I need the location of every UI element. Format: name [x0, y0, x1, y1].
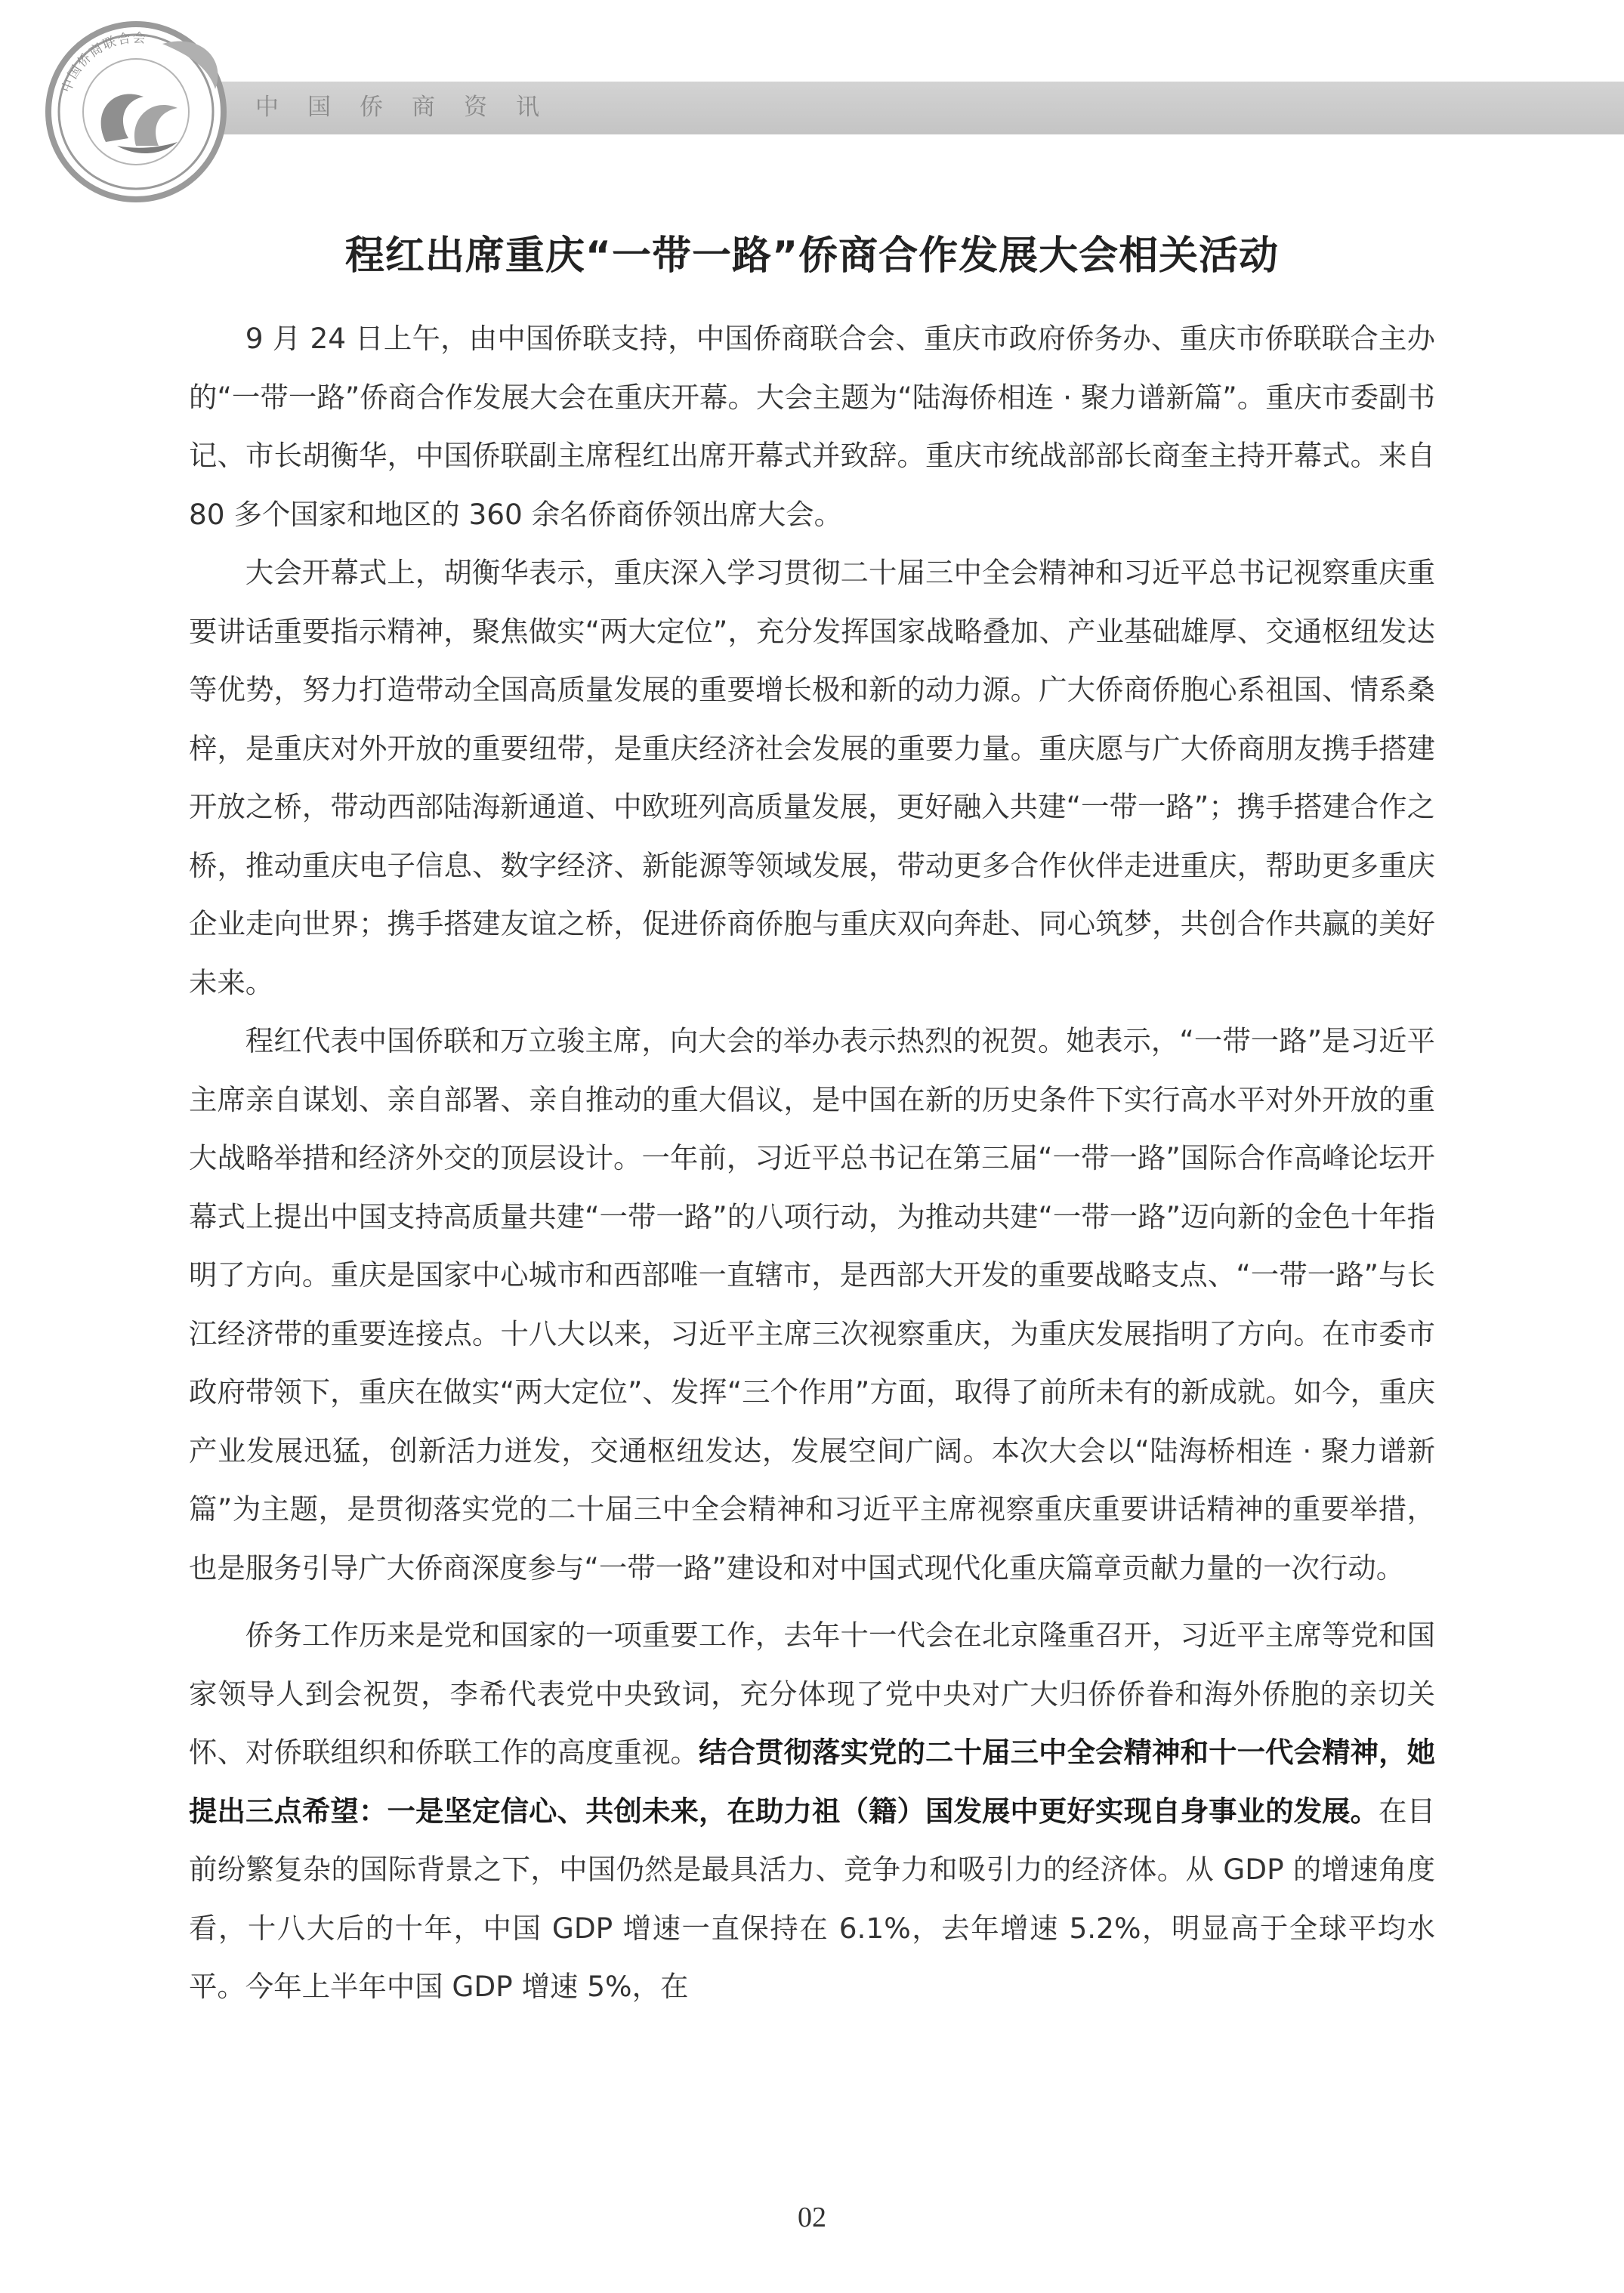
article-paragraph-4 — [189, 1606, 1435, 2017]
header-section-label: 中国侨商资讯 — [255, 94, 568, 121]
article-body — [189, 310, 1435, 2017]
paragraph-4-tail: 在目前纷繁复杂的国际背景之下，中国仍然是最具活力、竞争力和吸引力的经济体。从 GDP 的增速角度看，十八大后的十年，中国 GDP 增速一直保持在 6.1%，去年增速 5.2%，明显高于全球平均水平。今年上半年中国 GDP 增速 5%，在 — [189, 1794, 1435, 2003]
article-paragraph-2: 大会开幕式上，胡衡华表示，重庆深入学习贯彻二十届三中全会精神和习近平总书记视察重庆重要讲话重要指示精神，聚焦做实“两大定位”，充分发挥国家战略叠加、产业基础雄厚、交通枢纽发达等优势，努力打造带动全国高质量发展的重要增长极和新的动力源。广大侨商侨胞心系祖国、情系桑梓，是重庆对外开放的重要纽带，是重庆经济社会发展的重要力量。重庆愿与广大侨商朋友携手搭建开放之桥，带动西部陆海新通道、中欧班列高质量发展，更好融入共建“一带一路”；携手搭建合作之桥，推动重庆电子信息、数字经济、新能源等领域发展，带动更多合作伙伴走进重庆，帮助更多重庆企业走向世界；携手搭建友谊之桥，促进侨商侨胞与重庆双向奔赴、同心筑梦，共创合作共赢的美好未来。 — [189, 556, 1435, 999]
article-paragraph-3: 程红代表中国侨联和万立骏主席，向大会的举办表示热烈的祝贺。她表示，“一带一路”是习近平主席亲自谋划、亲自部署、亲自推动的重大倡议，是中国在新的历史条件下实行高水平对外开放的重大战略举措和经济外交的顶层设计。一年前，习近平总书记在第三届“一带一路”国际合作高峰论坛开幕式上提出中国支持高质量共建“一带一路”的八项行动，为推动共建“一带一路”迈向新的金色十年指明了方向。重庆是国家中心城市和西部唯一直辖市，是西部大开发的重要战略支点、“一带一路”与长江经济带的重要连接点。十八大以来，习近平主席三次视察重庆，为重庆发展指明了方向。在市委市政府带领下，重庆在做实“两大定位”、发挥“三个作用”方面，取得了前所未有的新成就。如今，重庆产业发展迅猛，创新活力迸发，交通枢纽发达，发展空间广阔。本次大会以“陆海桥相连 · 聚力谱新篇”为主题，是贯彻落实党的二十届三中全会精神和习近平主席视察重庆重要讲话精神的重要举措，也是服务引导广大侨商深度参与“一带一路”建设和对中国式现代化重庆篇章贡献力量的一次行动。 — [189, 1024, 1435, 1585]
page-number: 02 — [798, 2202, 826, 2233]
article-paragraph-1: 9 月 24 日上午，由中国侨联支持，中国侨商联合会、重庆市政府侨务办、重庆市侨联联合主办的“一带一路”侨商合作发展大会在重庆开幕。大会主题为“陆海侨相连 · 聚力谱新篇”。重庆市委副书记、市长胡衡华，中国侨联副主席程红出席开幕式并致辞。重庆市统战部部长商奎主持开幕式。来自 80 多个国家和地区的 360 余名侨商侨领出席大会。 — [189, 322, 1435, 531]
logo-ring-text: 中国侨商联合会 — [59, 30, 148, 95]
magazine-logo — [38, 14, 242, 206]
paragraph-4-bold: 结合贯彻落实党的二十届三中全会精神和十一代会精神，她提出三点希望：一是坚定信心、共创未来，在助力祖（籍）国发展中更好实现自身事业的发展。 — [189, 1736, 1435, 1828]
article-title: 程红出席重庆“一带一路”侨商合作发展大会相关活动 — [344, 233, 1280, 279]
paragraph-4-lead: 侨务工作历来是党和国家的一项重要工作，去年十一代会在北京隆重召开，习近平主席等党和国家领导人到会祝贺，李希代表党中央致词，充分体现了党中央对广大归侨侨眷和海外侨胞的亲切关怀、对侨联组织和侨联工作的高度重视。 — [189, 1619, 1435, 1769]
